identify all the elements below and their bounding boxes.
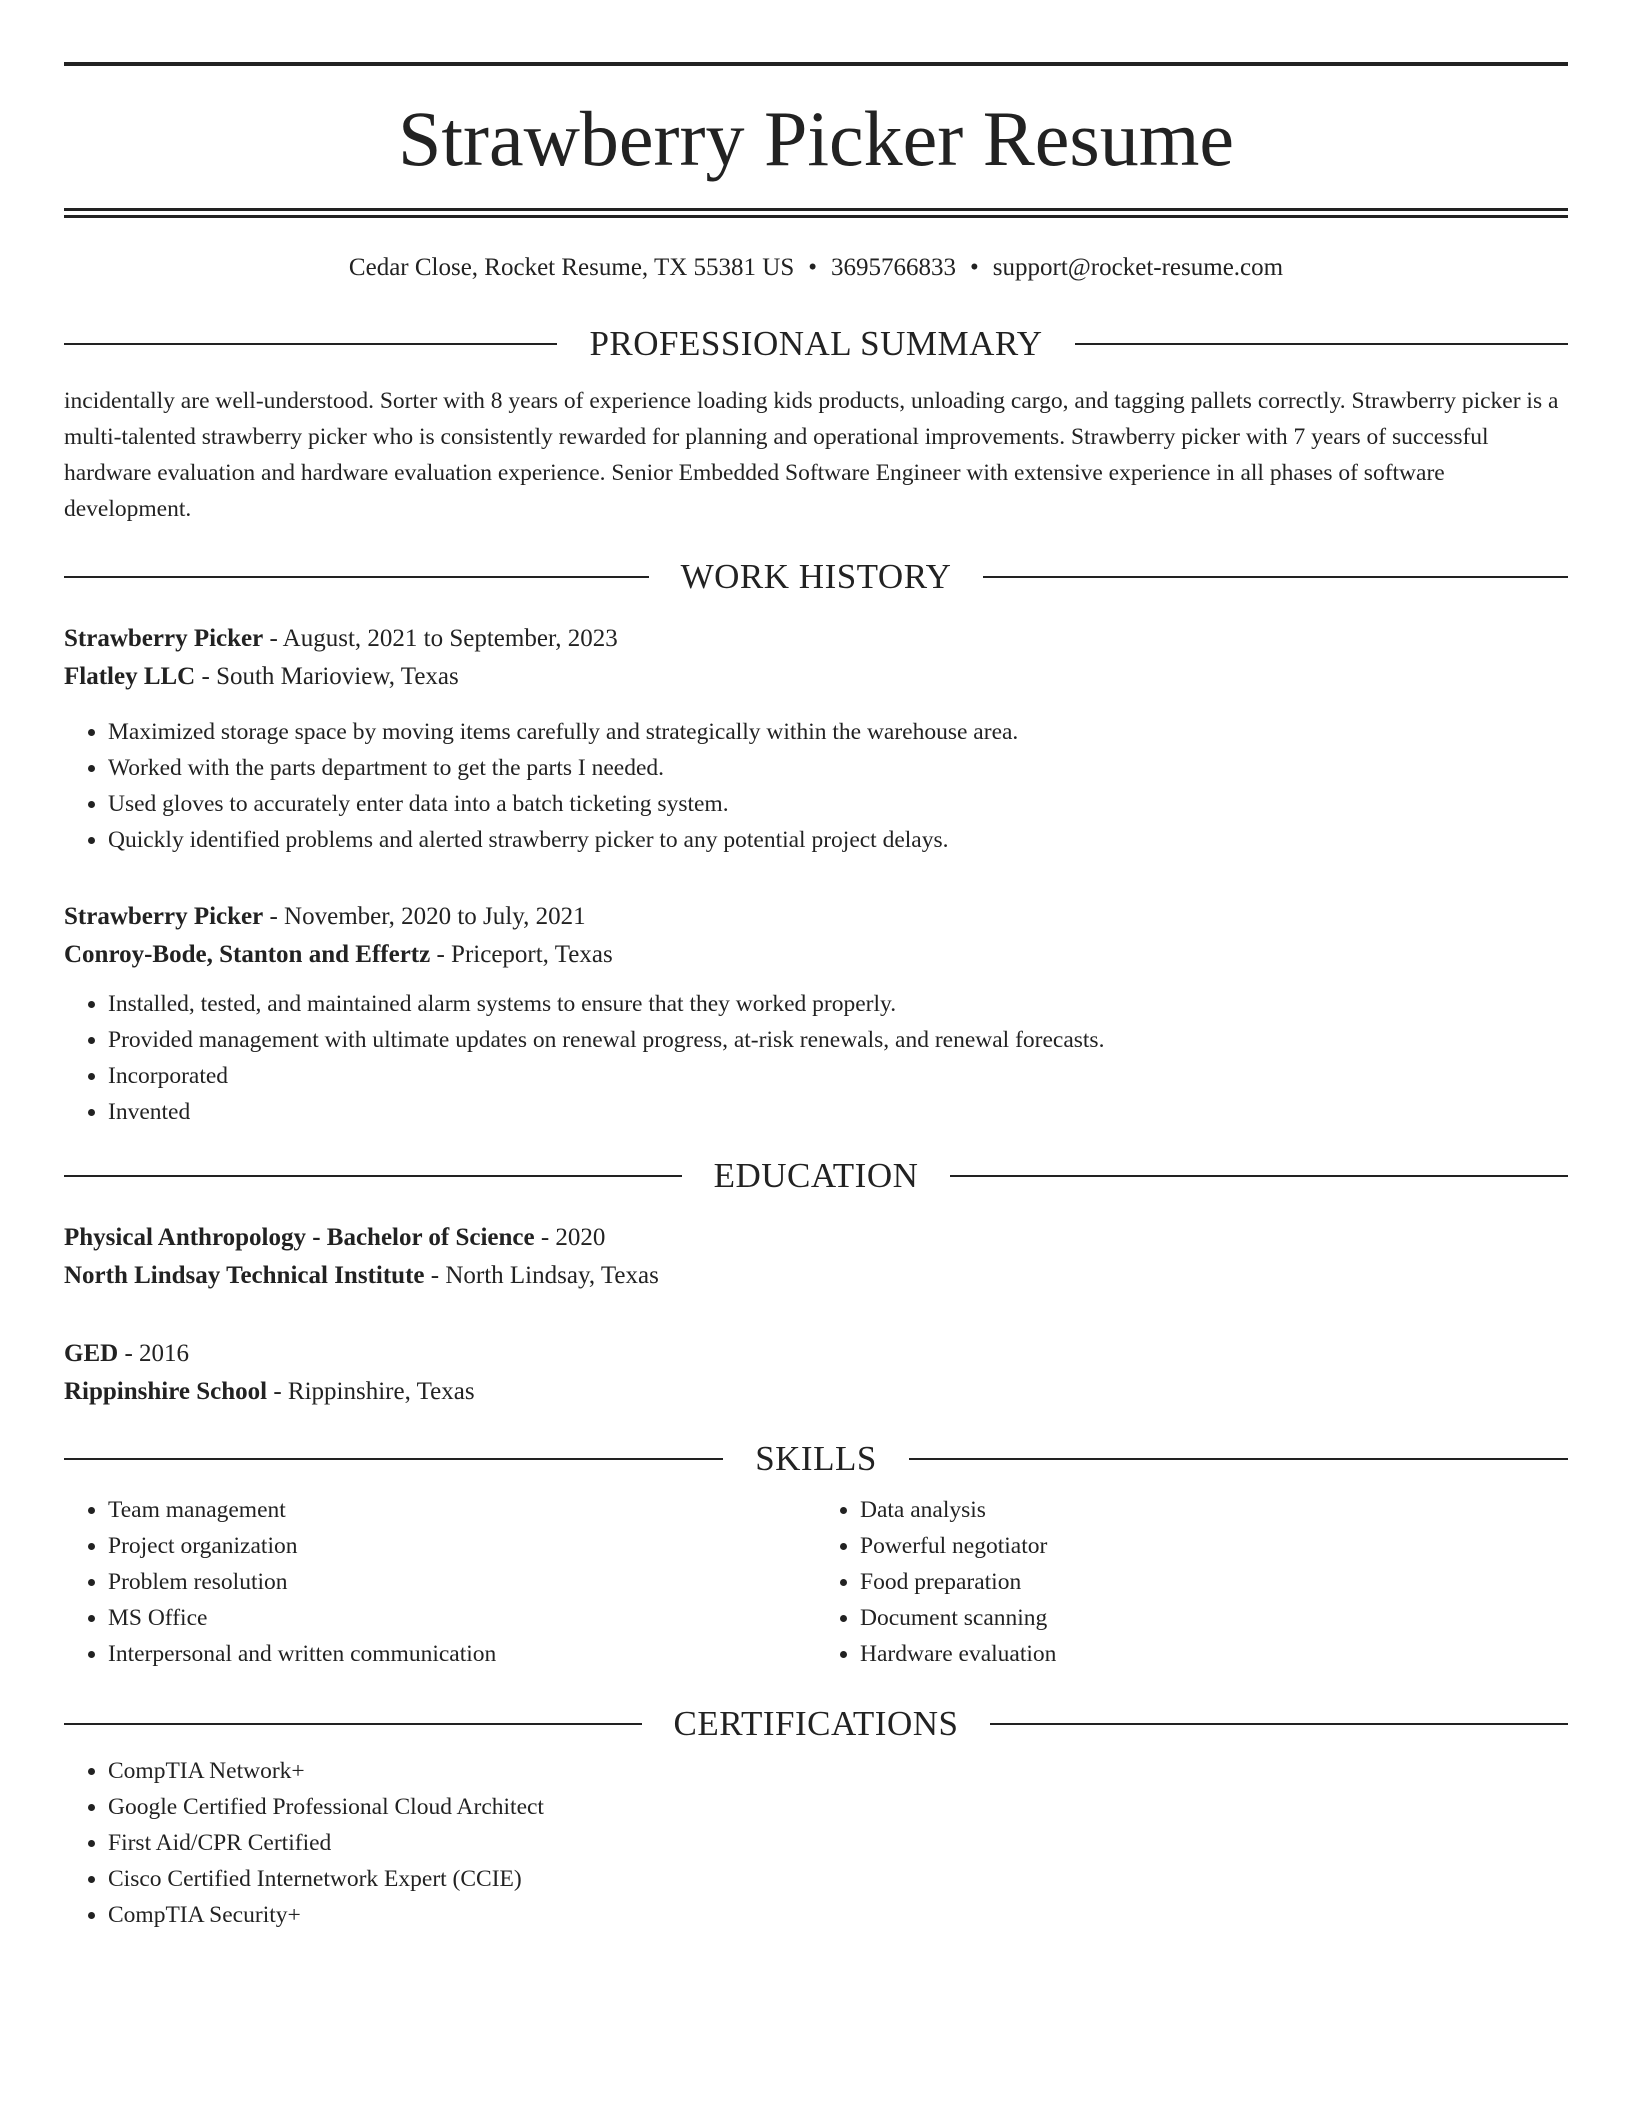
resume-title: Strawberry Picker Resume	[397, 95, 1235, 182]
list-item: • Problem resolution	[108, 1564, 816, 1600]
heading-rule-right	[983, 576, 1568, 578]
section-title: EDUCATION	[713, 1156, 919, 1195]
list-item: • Incorporated	[108, 1058, 1568, 1094]
heading-rule-right	[990, 1723, 1568, 1725]
job-company: Flatley LLC	[64, 663, 196, 690]
section-title: SKILLS	[755, 1439, 877, 1478]
list-item: • MS Office	[108, 1600, 816, 1636]
skills-right-list	[816, 1492, 1568, 1672]
heading-rule-right	[1075, 343, 1568, 345]
school-location: - North Lindsay, Texas	[424, 1262, 659, 1289]
degree: Physical Anthropology - Bachelor of Science	[64, 1224, 535, 1251]
certifications-list	[64, 1753, 1568, 1933]
school-line	[64, 1257, 1568, 1295]
list-item: • Hardware evaluation	[860, 1636, 1568, 1672]
list-item: • Invented	[108, 1094, 1568, 1130]
section-title: PROFESSIONAL SUMMARY	[589, 324, 1043, 363]
list-item: • CompTIA Security+	[108, 1897, 1568, 1933]
resume-page	[64, 0, 1568, 1933]
skills-left-list	[64, 1492, 816, 1672]
contact-email[interactable]: support@rocket-resume.com	[992, 254, 1284, 281]
list-item: • Maximized storage space by moving items carefully and strategically within the warehouse area.	[108, 714, 1568, 750]
list-item: • Powerful negotiator	[860, 1528, 1568, 1564]
list-item: • Food preparation	[860, 1564, 1568, 1600]
skills-grid	[64, 1492, 1568, 1672]
section-title: CERTIFICATIONS	[673, 1704, 959, 1743]
school-location: - Rippinshire, Texas	[267, 1378, 475, 1405]
job-company: Conroy-Bode, Stanton and Effertz	[64, 941, 431, 968]
job-company-line	[64, 658, 1568, 696]
list-item: • Data analysis	[860, 1492, 1568, 1528]
skills-heading	[64, 1441, 1568, 1476]
list-item: • Interpersonal and written communication	[108, 1636, 816, 1672]
job-bullets	[64, 714, 1568, 858]
degree: GED	[64, 1340, 119, 1367]
contact-separator: •	[808, 254, 818, 281]
heading-rule-left	[64, 576, 649, 578]
section-title: WORK HISTORY	[680, 557, 952, 596]
list-item: • Cisco Certified Internetwork Expert (CCIE)	[108, 1861, 1568, 1897]
heading-rule-right	[909, 1458, 1568, 1460]
job-company-line	[64, 936, 1568, 974]
education-entry	[64, 1335, 1568, 1411]
list-item: • Project organization	[108, 1528, 816, 1564]
job-dates: - August, 2021 to September, 2023	[263, 625, 618, 652]
contact-phone[interactable]: 3695766833	[831, 254, 957, 281]
job-dates: - November, 2020 to July, 2021	[263, 903, 586, 930]
job-title-line	[64, 898, 1568, 936]
list-item: • Team management	[108, 1492, 816, 1528]
school: North Lindsay Technical Institute	[64, 1262, 425, 1289]
degree-line	[64, 1335, 1568, 1373]
list-item: • Installed, tested, and maintained alarm systems to ensure that they worked properly.	[108, 986, 1568, 1022]
heading-rule-right	[950, 1175, 1568, 1177]
certifications-heading	[64, 1706, 1568, 1741]
list-item: • First Aid/CPR Certified	[108, 1825, 1568, 1861]
degree-year: - 2020	[534, 1224, 606, 1251]
summary-text: incidentally are well-understood. Sorter with 8 years of experience loading kids products, unloading cargo, and tagging pallets correctly. Strawberry picker is a multi-talented strawberry picker who is consistently rewarded for planning and operational improvements. Strawberry picker with 7 years of successful hardware evaluation and hardware evaluation experience. Senior Embedded Software Engineer with extensive experience in all phases of software development.	[64, 388, 1559, 522]
summary-heading	[64, 326, 1568, 361]
education-entry	[64, 1219, 1568, 1295]
list-item: • Used gloves to accurately enter data into a batch ticketing system.	[108, 786, 1568, 822]
heading-rule-left	[64, 1723, 642, 1725]
job-title: Strawberry Picker	[64, 625, 264, 652]
job-title: Strawberry Picker	[64, 903, 264, 930]
job-location: - South Marioview, Texas	[195, 663, 459, 690]
school: Rippinshire School	[64, 1378, 268, 1405]
degree-year: - 2016	[118, 1340, 190, 1367]
contact-separator: •	[970, 254, 979, 281]
heading-rule-left	[64, 1175, 682, 1177]
list-item: • CompTIA Network+	[108, 1753, 1568, 1789]
education-heading	[64, 1158, 1568, 1193]
list-item: • Document scanning	[860, 1600, 1568, 1636]
job-title-line	[64, 620, 1568, 658]
title-double-rule	[64, 208, 1568, 218]
school-line	[64, 1373, 1568, 1411]
list-item: • Google Certified Professional Cloud Architect	[108, 1789, 1568, 1825]
heading-rule-left	[64, 1458, 723, 1460]
work-history-heading	[64, 559, 1568, 594]
list-item: • Worked with the parts department to get the parts I needed.	[108, 750, 1568, 786]
job-entry	[64, 620, 1568, 858]
list-item: • Provided management with ultimate updates on renewal progress, at-risk renewals, and renewal forecasts.	[108, 1022, 1568, 1058]
heading-rule-left	[64, 343, 557, 345]
degree-line	[64, 1219, 1568, 1257]
contact-line	[64, 254, 1568, 282]
list-item: • Quickly identified problems and alerted strawberry picker to any potential project delays.	[108, 822, 1568, 858]
job-entry	[64, 898, 1568, 1130]
top-rule	[64, 62, 1568, 66]
job-bullets	[64, 986, 1568, 1130]
contact-address: Cedar Close, Rocket Resume, TX 55381 US	[348, 254, 795, 281]
job-location: - Priceport, Texas	[430, 941, 613, 968]
